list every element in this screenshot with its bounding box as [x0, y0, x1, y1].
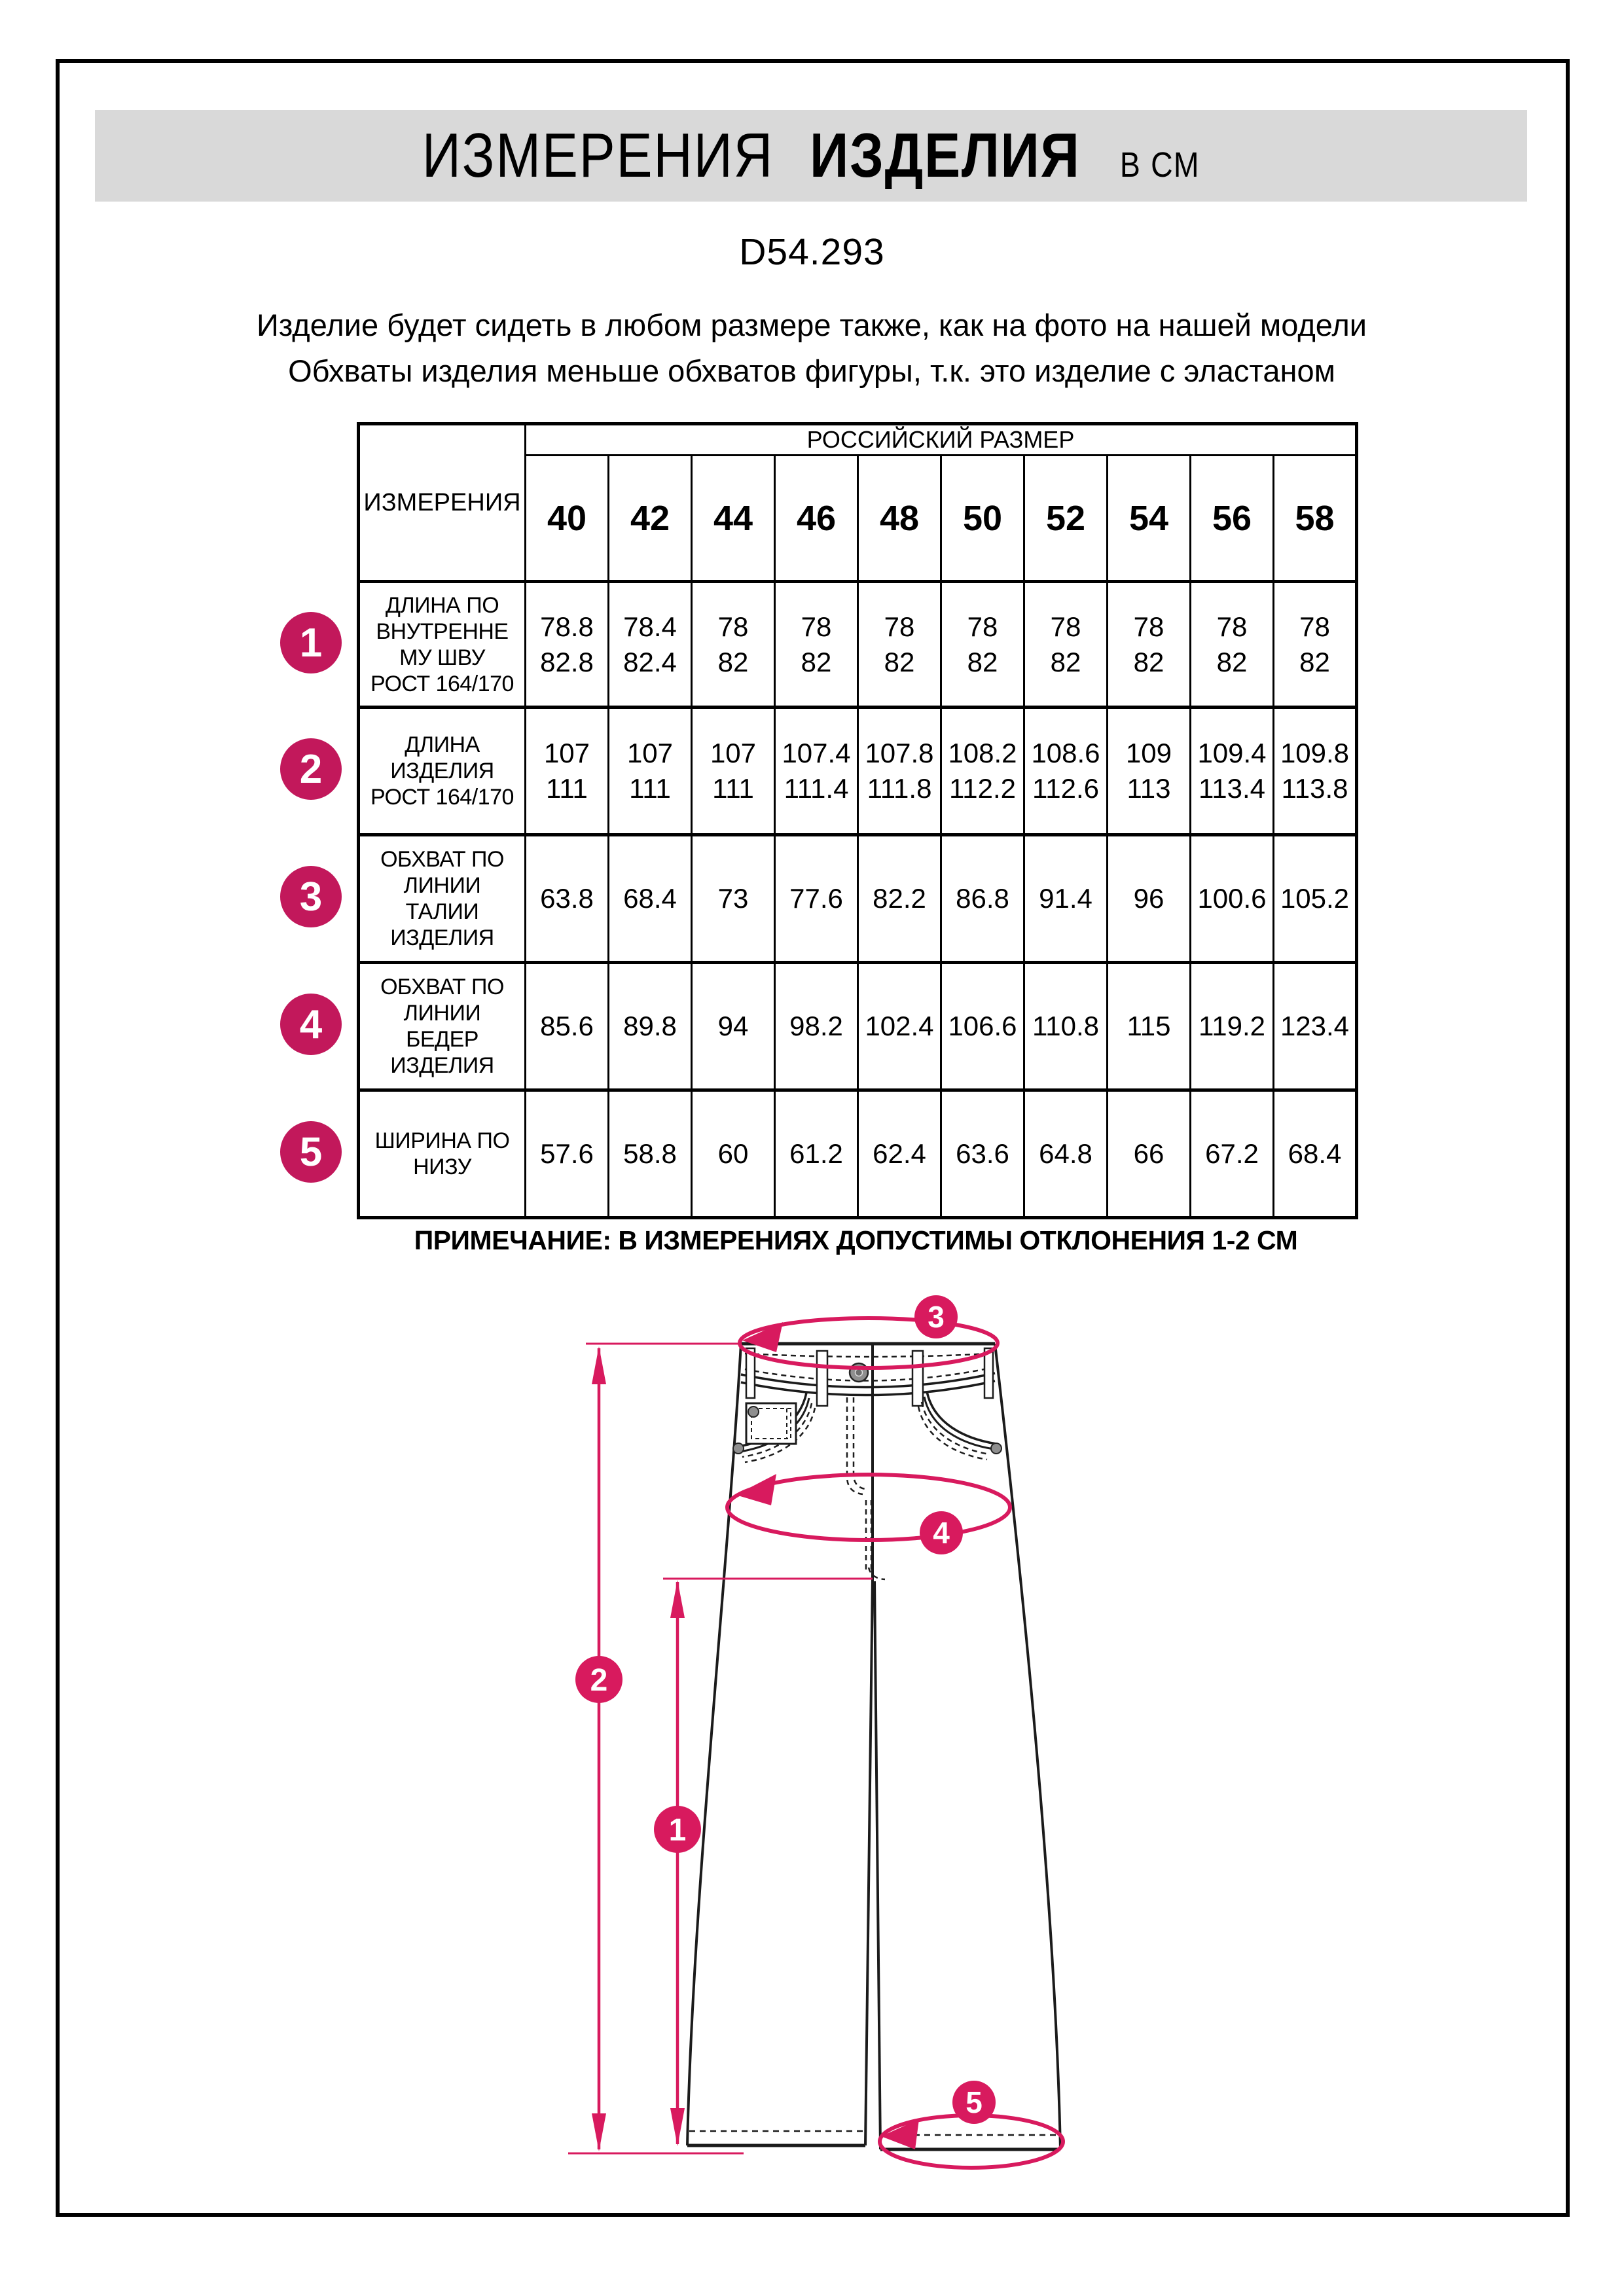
measurement-value-cell: 78 82	[1191, 582, 1274, 708]
size-column-header: 50	[941, 456, 1024, 582]
measurement-value-cell: 98.2	[775, 963, 858, 1090]
size-column-header: 46	[775, 456, 858, 582]
title-word-measurements: ИЗМЕРЕНИЯ	[422, 120, 774, 190]
measurement-value-cell: 62.4	[858, 1090, 941, 1218]
measurement-value-cell: 61.2	[775, 1090, 858, 1218]
measurement-value-cell: 107.8 111.8	[858, 708, 941, 835]
measurement-value-cell: 57.6	[526, 1090, 609, 1218]
measurement-value-cell: 78 82	[692, 582, 775, 708]
measurement-value-cell: 115	[1108, 963, 1191, 1090]
table-row	[359, 963, 1357, 1090]
measurement-value-cell: 85.6	[526, 963, 609, 1090]
size-column-header: 42	[609, 456, 692, 582]
size-column-header: 48	[858, 456, 941, 582]
measurement-value-cell: 78 82	[775, 582, 858, 708]
rivet-coin-pocket	[748, 1407, 759, 1417]
belt-loop-right	[912, 1351, 923, 1406]
measurements-column-header: ИЗМЕРЕНИЯ	[359, 424, 526, 582]
measurement-value-cell: 109.8 113.8	[1274, 708, 1357, 835]
measurement-value-cell: 63.8	[526, 835, 609, 963]
russian-size-group-header: РОССИЙСКИЙ РАЗМЕР	[526, 424, 1357, 456]
rivet-left-pocket	[733, 1443, 744, 1454]
table-row	[359, 835, 1357, 963]
measurement-value-cell: 107 111	[526, 708, 609, 835]
subtitle-text	[92, 302, 1532, 394]
size-column-header: 40	[526, 456, 609, 582]
measurement-value-cell: 96	[1108, 835, 1191, 963]
measurement-value-cell: 107 111	[692, 708, 775, 835]
measurement-value-cell: 60	[692, 1090, 775, 1218]
measurement-label: ДЛИНА ИЗДЕЛИЯ РОСТ 164/170	[359, 708, 526, 835]
measurement-value-cell: 109.4 113.4	[1191, 708, 1274, 835]
row-number-badge: 4	[280, 994, 342, 1055]
title-word-product: ИЗДЕЛИЯ	[810, 120, 1081, 190]
measurement-value-cell: 77.6	[775, 835, 858, 963]
size-column-header: 44	[692, 456, 775, 582]
subtitle-line-2: Обхваты изделия меньше обхватов фигуры, т.к. это изделие с эластаном	[288, 353, 1335, 388]
measurement-value-cell: 64.8	[1024, 1090, 1108, 1218]
measurement-value-cell: 109 113	[1108, 708, 1191, 835]
measurement-value-cell: 68.4	[1274, 1090, 1357, 1218]
measurement-value-cell: 78 82	[1108, 582, 1191, 708]
row-number-badge: 5	[280, 1121, 342, 1183]
measurement-value-cell: 82.2	[858, 835, 941, 963]
measurement-value-cell: 78 82	[941, 582, 1024, 708]
measurement-value-cell: 102.4	[858, 963, 941, 1090]
size-column-header: 56	[1191, 456, 1274, 582]
measurement-value-cell: 78 82	[1274, 582, 1357, 708]
measurement-label: ОБХВАТ ПО ЛИНИИ БЕДЕР ИЗДЕЛИЯ	[359, 963, 526, 1090]
measurement-value-cell: 100.6	[1191, 835, 1274, 963]
pants-drawing	[687, 1344, 1060, 2149]
measurement-value-cell: 108.2 112.2	[941, 708, 1024, 835]
title-band	[95, 110, 1527, 202]
waist-button-inner	[856, 1369, 863, 1376]
measurement-value-cell: 94	[692, 963, 775, 1090]
row-number-badge: 3	[280, 866, 342, 927]
measurement-value-cell: 58.8	[609, 1090, 692, 1218]
measurement-value-cell: 108.6 112.6	[1024, 708, 1108, 835]
product-code: D54.293	[739, 231, 885, 273]
inseam-arrow-head-top	[670, 1580, 685, 1618]
callout-2-label: 2	[590, 1663, 608, 1698]
belt-loop-side-right	[984, 1348, 993, 1398]
measurement-value-cell: 66	[1108, 1090, 1191, 1218]
measurement-value-cell: 78 82	[1024, 582, 1108, 708]
size-table	[357, 422, 1358, 1219]
table-row	[359, 708, 1357, 835]
page-title	[422, 120, 1200, 192]
footnote-text: ПРИМЕЧАНИЕ: В ИЗМЕРЕНИЯХ ДОПУСТИМЫ ОТКЛОНЕНИЯ 1-2 СМ	[414, 1225, 1298, 1255]
callout-5-label: 5	[965, 2085, 983, 2119]
belt-loop-left	[817, 1351, 827, 1406]
measurement-label: ШИРИНА ПО НИЗУ	[359, 1090, 526, 1218]
row-number-badge: 2	[280, 738, 342, 800]
measurement-label: ОБХВАТ ПО ЛИНИИ ТАЛИИ ИЗДЕЛИЯ	[359, 835, 526, 963]
inseam-arrow-head-bottom	[670, 2108, 685, 2146]
measurement-value-cell: 67.2	[1191, 1090, 1274, 1218]
measurement-value-cell: 105.2	[1274, 835, 1357, 963]
callout-4-label: 4	[933, 1516, 950, 1550]
measurement-value-cell: 89.8	[609, 963, 692, 1090]
size-column-header: 58	[1274, 456, 1357, 582]
measurement-value-cell: 73	[692, 835, 775, 963]
measurement-value-cell: 123.4	[1274, 963, 1357, 1090]
measurement-value-cell: 119.2	[1191, 963, 1274, 1090]
measurement-value-cell: 107 111	[609, 708, 692, 835]
measurement-value-cell: 91.4	[1024, 835, 1108, 963]
measurement-value-cell: 106.6	[941, 963, 1024, 1090]
rivet-right-pocket	[991, 1443, 1001, 1454]
measurement-label: ДЛИНА ПО ВНУТРЕННЕ МУ ШВУ РОСТ 164/170	[359, 582, 526, 708]
measurement-value-cell: 78 82	[858, 582, 941, 708]
measurement-value-cell: 68.4	[609, 835, 692, 963]
measurement-value-cell: 107.4 111.4	[775, 708, 858, 835]
measurement-value-cell: 86.8	[941, 835, 1024, 963]
table-row	[359, 582, 1357, 708]
measurement-value-cell: 110.8	[1024, 963, 1108, 1090]
measurement-value-cell: 78.4 82.4	[609, 582, 692, 708]
subtitle-line-1: Изделие будет сидеть в любом размере также, как на фото на нашей модели	[256, 308, 1367, 342]
table-row	[359, 1090, 1357, 1218]
callout-1-label: 1	[668, 1813, 687, 1848]
measurement-value-cell: 78.8 82.8	[526, 582, 609, 708]
size-column-header: 52	[1024, 456, 1108, 582]
pants-measurement-diagram	[556, 1283, 1159, 2225]
length-arrow-head-top	[592, 1346, 606, 1384]
callout-3-label: 3	[928, 1300, 945, 1334]
title-unit-cm: В СМ	[1119, 145, 1200, 185]
measurement-value-cell: 63.6	[941, 1090, 1024, 1218]
row-number-badge: 1	[280, 612, 342, 673]
size-column-header: 54	[1108, 456, 1191, 582]
length-arrow-head-bottom	[592, 2113, 606, 2151]
